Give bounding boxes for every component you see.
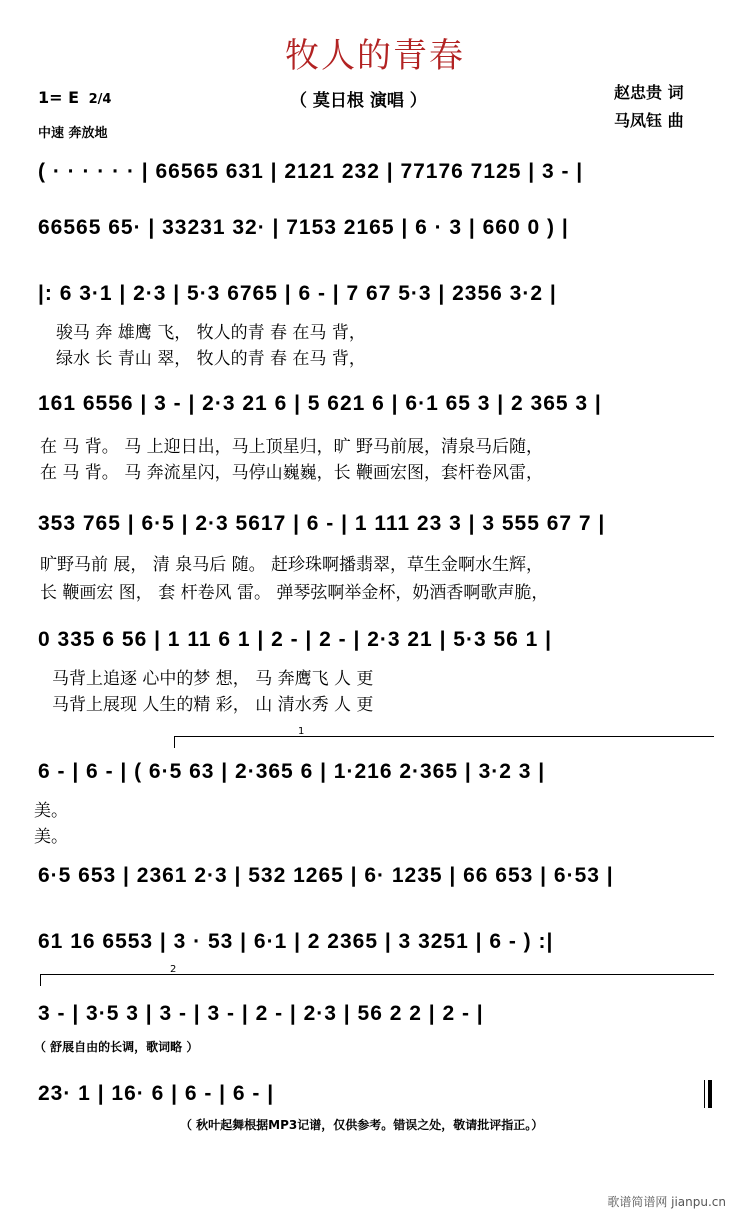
volta-2-label: 2 <box>170 964 177 975</box>
system-6-notes: 0 335 6 56 | 1 11 6 1 | 2 - | 2 - | 2·3 21 | 5·3 56 1 | <box>38 628 553 651</box>
composer-credit: 马凤钰 曲 <box>614 111 684 130</box>
system-4-lyric-verse-1: 在 马 背。 马 上迎日出，马上顶星归，旷 野马前展，清泉马后随， <box>40 437 544 457</box>
system-1-notes: ( · · · · · · | 66565 631 | 2121 232 | 77176 7125 | 3 - | <box>38 160 584 183</box>
system-7-lyric-verse-2: 美。 <box>34 827 68 847</box>
system-2-notes: 66565 65· | 33231 32· | 7153 2165 | 6 · 3 | 660 0 ) | <box>38 216 569 239</box>
system-5-lyric-verse-1: 旷野马前 展， 清 泉马后 随。 赶珍珠啊播翡翠，草生金啊水生辉， <box>40 555 544 575</box>
site-watermark: 歌谱简谱网 jianpu.cn <box>607 1195 726 1209</box>
volta-1-bracket-end <box>174 736 175 748</box>
system-5-lyric-verse-2: 长 鞭画宏 图， 套 杆卷风 雷。 弹琴弦啊举金杯，奶酒香啊歌声脆， <box>40 583 549 603</box>
final-barline-thin <box>704 1080 705 1108</box>
system-5-notes: 353 765 | 6·5 | 2·3 5617 | 6 - | 1 111 23 3 | 3 555 67 7 | <box>38 512 606 535</box>
system-11-notes: 23· 1 | 16· 6 | 6 - | 6 - | <box>38 1082 275 1105</box>
system-3-notes: |: 6 3·1 | 2·3 | 5·3 6765 | 6 - | 7 67 5·3 | 2356 3·2 | <box>38 282 557 305</box>
volta-2-bracket <box>40 974 714 975</box>
system-4-lyric-verse-2: 在 马 背。 马 奔流星闪，马停山巍巍，长 鞭画宏图，套杆卷风雷， <box>40 463 544 483</box>
system-6-lyric-verse-1: 马背上追逐 心中的梦 想， 马 奔鹰飞 人 更 <box>52 669 374 689</box>
volta-1-label: 1 <box>298 726 305 737</box>
tempo-marking: 中速 奔放地 <box>38 126 108 141</box>
final-barline-thick <box>708 1080 712 1108</box>
lyricist-credit: 赵忠贵 词 <box>614 83 684 102</box>
key-label: 1= E <box>38 88 80 107</box>
transcriber-footnote: （ 秋叶起舞根据MP3记谱，仅供参考。错误之处，敬请批评指正。） <box>180 1118 544 1132</box>
system-7-lyric-verse-1: 美。 <box>34 801 68 821</box>
key-signature <box>38 88 111 107</box>
system-8-notes: 6·5 653 | 2361 2·3 | 532 1265 | 6· 1235 | 66 653 | 6·53 | <box>38 864 614 887</box>
free-style-note: （ 舒展自由的长调，歌词略 ） <box>34 1040 199 1054</box>
system-9-notes: 61 16 6553 | 3 · 53 | 6·1 | 2 2365 | 3 3251 | 6 - ) :| <box>38 930 554 953</box>
time-signature: 2/4 <box>88 92 112 107</box>
system-3-lyric-verse-1: 骏马 奔 雄鹰 飞， 牧人的青 春 在马 背， <box>56 323 366 343</box>
song-subtitle: （ 莫日根 演唱 ） <box>290 91 427 111</box>
volta-2-bracket-end <box>40 974 41 986</box>
song-title: 牧人的青春 <box>285 36 465 76</box>
system-10-notes: 3 - | 3·5 3 | 3 - | 3 - | 2 - | 2·3 | 56 2 2 | 2 - | <box>38 1002 484 1025</box>
system-6-lyric-verse-2: 马背上展现 人生的精 彩， 山 清水秀 人 更 <box>52 695 374 715</box>
system-7-notes: 6 - | 6 - | ( 6·5 63 | 2·365 6 | 1·216 2·365 | 3·2 3 | <box>38 760 546 783</box>
system-3-lyric-verse-2: 绿水 长 青山 翠， 牧人的青 春 在马 背， <box>56 349 366 369</box>
volta-1-bracket <box>174 736 714 737</box>
system-4-notes: 161 6556 | 3 - | 2·3 21 6 | 5 621 6 | 6·1 65 3 | 2 365 3 | <box>38 392 602 415</box>
